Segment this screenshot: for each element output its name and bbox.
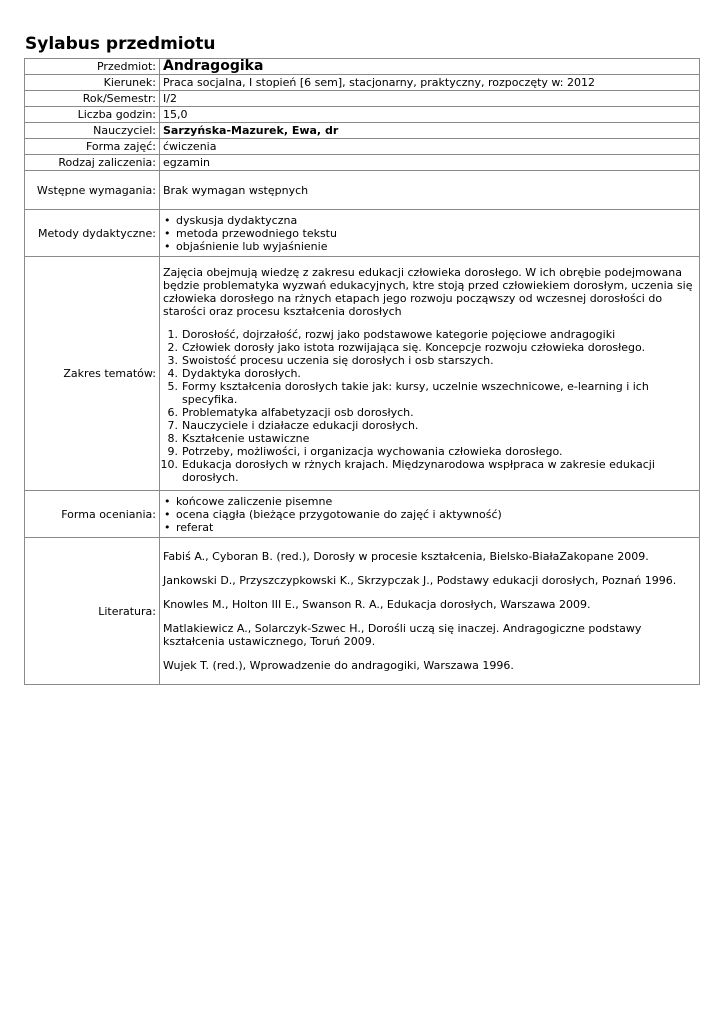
list-item <box>163 432 696 445</box>
label-rodzaj-zaliczenia: Rodzaj zaliczenia: <box>25 155 160 171</box>
value-zakres <box>160 257 700 491</box>
row-kierunek <box>25 75 700 91</box>
list-item: • dyskusja dydaktyczna <box>163 214 696 227</box>
row-wymagania <box>25 171 700 210</box>
ocenianie-list <box>163 495 696 534</box>
list-item: • referat <box>163 521 696 534</box>
value-nauczyciel: Sarzyńska-Mazurek, Ewa, dr <box>160 123 700 139</box>
value-liczba-godzin: 15,0 <box>160 107 700 123</box>
value-rodzaj-zaliczenia: egzamin <box>160 155 700 171</box>
topic-number: 6. <box>167 406 178 419</box>
topic-number: 8. <box>167 432 178 445</box>
row-liczba-godzin <box>25 107 700 123</box>
value-ocenianie <box>160 491 700 538</box>
label-kierunek: Kierunek: <box>25 75 160 91</box>
topic-number: 1. <box>167 328 178 341</box>
topic-number: 5. <box>167 380 178 393</box>
topic-text: Nauczyciele i działacze edukacji dorosłych. <box>182 419 419 432</box>
list-item <box>160 458 696 484</box>
label-rok-semestr: Rok/Semestr: <box>25 91 160 107</box>
list-item <box>163 328 696 341</box>
literature-entry: Matlakiewicz A., Solarczyk-Szwec H., Dorośli uczą się inaczej. Andragogiczne podstawy kształcenia ustawicznego, Toruń 2009. <box>163 622 642 648</box>
topic-number: 2. <box>167 341 178 354</box>
topic-text: Edukacja dorosłych w rżnych krajach. Międzynarodowa wspłpraca w zakresie edukacji dorosłych. <box>182 458 655 484</box>
label-metody: Metody dydaktyczne: <box>25 210 160 257</box>
list-item: • metoda przewodniego tekstu <box>163 227 696 240</box>
label-wymagania: Wstępne wymagania: <box>25 171 160 210</box>
literature-entry: Wujek T. (red.), Wprowadzenie do andragogiki, Warszawa 1996. <box>163 659 514 672</box>
row-rok-semestr <box>25 91 700 107</box>
row-forma-zajec <box>25 139 700 155</box>
row-literatura <box>25 538 700 685</box>
topics-list <box>160 328 696 484</box>
value-forma-zajec: ćwiczenia <box>160 139 700 155</box>
row-rodzaj-zaliczenia <box>25 155 700 171</box>
literature-entry: Jankowski D., Przyszczypkowski K., Skrzypczak J., Podstawy edukacji dorosłych, Poznań 1996. <box>163 574 677 587</box>
label-zakres: Zakres tematów: <box>25 257 160 491</box>
topic-number: 9. <box>167 445 178 458</box>
topic-text: Swoistość procesu uczenia się dorosłych i osb starszych. <box>182 354 494 367</box>
value-rok-semestr: I/2 <box>160 91 700 107</box>
row-ocenianie <box>25 491 700 538</box>
value-metody <box>160 210 700 257</box>
list-item <box>163 445 696 458</box>
row-metody <box>25 210 700 257</box>
topic-text: Człowiek dorosły jako istota rozwijająca się. Koncepcje rozwoju człowieka dorosłego. <box>182 341 646 354</box>
value-literatura <box>160 538 700 685</box>
list-item <box>163 354 696 367</box>
label-ocenianie: Forma oceniania: <box>25 491 160 538</box>
topic-number: 3. <box>167 354 178 367</box>
topic-text: Formy kształcenia dorosłych takie jak: kursy, uczelnie wszechnicowe, e-learning i ich specyfika. <box>182 380 649 406</box>
list-item: • objaśnienie lub wyjaśnienie <box>163 240 696 253</box>
literature-entry: Knowles M., Holton III E., Swanson R. A., Edukacja dorosłych, Warszawa 2009. <box>163 598 591 611</box>
metody-list <box>163 214 696 253</box>
label-przedmiot: Przedmiot: <box>25 59 160 75</box>
topic-text: Dorosłość, dojrzałość, rozwj jako podstawowe kategorie pojęciowe andragogiki <box>182 328 616 341</box>
label-forma-zajec: Forma zajęć: <box>25 139 160 155</box>
row-nauczyciel <box>25 123 700 139</box>
list-item <box>163 341 696 354</box>
list-item: • końcowe zaliczenie pisemne <box>163 495 696 508</box>
topic-text: Problematyka alfabetyzacji osb dorosłych. <box>182 406 414 419</box>
label-nauczyciel: Nauczyciel: <box>25 123 160 139</box>
topic-text: Potrzeby, możliwości, i organizacja wychowania człowieka dorosłego. <box>182 445 563 458</box>
list-item <box>163 367 696 380</box>
value-kierunek: Praca socjalna, I stopień [6 sem], stacjonarny, praktyczny, rozpoczęty w: 2012 <box>160 75 700 91</box>
row-zakres <box>25 257 700 491</box>
page-title: Sylabus przedmiotu <box>25 34 216 54</box>
label-literatura: Literatura: <box>25 538 160 685</box>
list-item <box>163 406 696 419</box>
label-liczba-godzin: Liczba godzin: <box>25 107 160 123</box>
topic-text: Dydaktyka dorosłych. <box>182 367 301 380</box>
value-wymagania: Brak wymagan wstępnych <box>160 171 700 210</box>
topic-number: 7. <box>167 419 178 432</box>
list-item: • ocena ciągła (bieżące przygotowanie do zajęć i aktywność) <box>163 508 696 521</box>
topic-text: Kształcenie ustawiczne <box>182 432 310 445</box>
zakres-intro: Zajęcia obejmują wiedzę z zakresu edukacji człowieka dorosłego. W ich obrębie podejmowana będzie problematyka wyzwań edukacyjnych, ktre stoją przed człowiekiem dorosłym, uczenia się człowieka dorosłego na rżnych etapach jego rozwoju począwszy od wczesnej dorosłości do starości oraz procesu kształcenia dorosłych <box>163 266 693 318</box>
row-przedmiot <box>25 59 700 75</box>
topic-number: 10. <box>160 458 178 471</box>
value-przedmiot: Andragogika <box>160 59 700 75</box>
topic-number: 4. <box>167 367 178 380</box>
list-item <box>163 419 696 432</box>
literature-entry: Fabiś A., Cyboran B. (red.), Dorosły w procesie kształcenia, Bielsko-BiałaZakopane 2009. <box>163 550 649 563</box>
syllabus-table <box>24 58 700 685</box>
list-item <box>163 380 696 406</box>
